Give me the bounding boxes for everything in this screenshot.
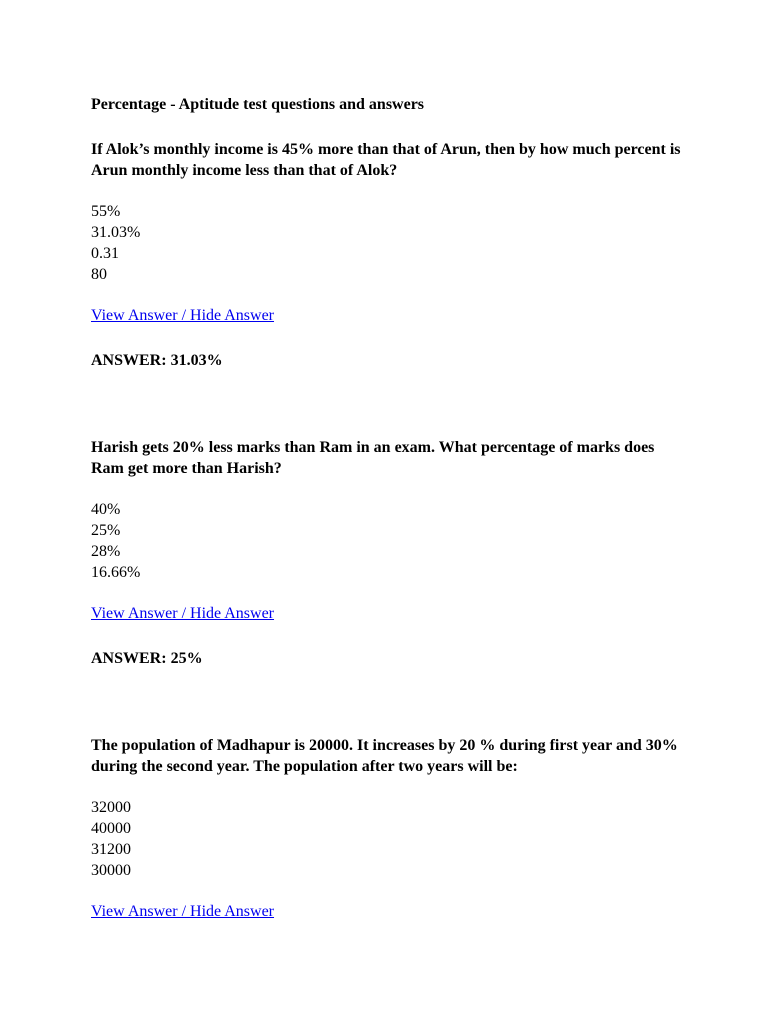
- option-item: 40%: [91, 501, 121, 518]
- question-text: Harish gets 20% less marks than Ram in an exam. What percentage of marks does Ram get more than Harish?: [91, 439, 655, 477]
- options-list: [91, 797, 691, 881]
- option-item: 55%: [91, 203, 121, 220]
- page-title: Percentage - Aptitude test questions and answers: [91, 96, 425, 113]
- option-item: 16.66%: [91, 564, 141, 581]
- question-block: [91, 139, 691, 371]
- option-item: 40000: [91, 820, 131, 837]
- question-block: [91, 735, 691, 922]
- option-item: 28%: [91, 543, 121, 560]
- view-answer-link[interactable]: View Answer / Hide Answer: [91, 605, 275, 622]
- answer-text: ANSWER: 25%: [91, 650, 203, 667]
- option-item: 32000: [91, 799, 131, 816]
- option-item: 0.31: [91, 245, 119, 262]
- question-block: [91, 437, 691, 669]
- option-item: 31200: [91, 841, 131, 858]
- options-list: [91, 201, 691, 285]
- view-answer-link[interactable]: View Answer / Hide Answer: [91, 903, 275, 920]
- answer-text: ANSWER: 31.03%: [91, 352, 223, 369]
- view-answer-link[interactable]: View Answer / Hide Answer: [91, 307, 275, 324]
- option-item: 80: [91, 266, 107, 283]
- question-text: If Alok’s monthly income is 45% more than that of Arun, then by how much percent is Arun monthly income less than that of Alok?: [91, 141, 681, 179]
- question-text: The population of Madhapur is 20000. It increases by 20 % during first year and 30% during the second year. The population after two years will be:: [91, 737, 678, 775]
- option-item: 31.03%: [91, 224, 141, 241]
- options-list: [91, 499, 691, 583]
- option-item: 30000: [91, 862, 131, 879]
- option-item: 25%: [91, 522, 121, 539]
